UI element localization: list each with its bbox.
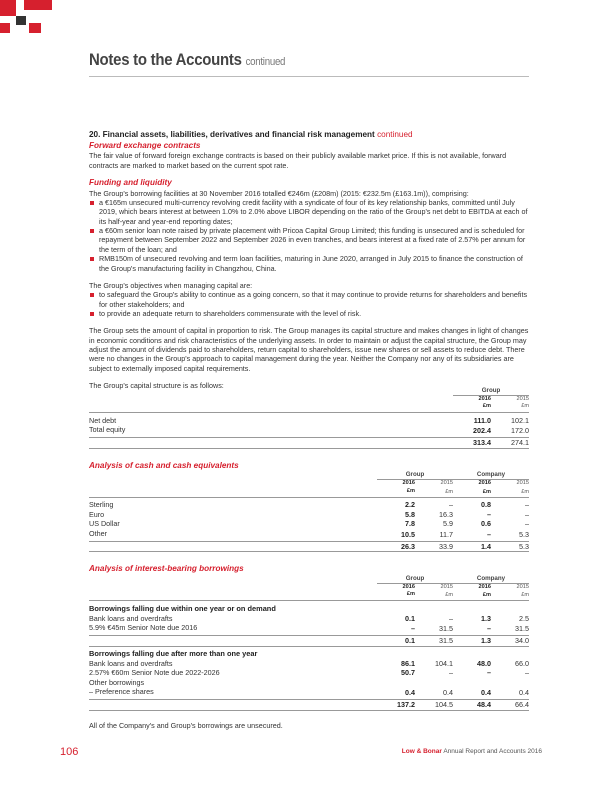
header-rule [89, 76, 529, 77]
table-row: US Dollar 7.8 5.9 0.6 – [89, 519, 529, 529]
list-item: to provide an adequate return to shareholders commensurate with the level of risk. [89, 309, 529, 318]
list-item: a €60m senior loan note raised by private placement with Pricoa Capital Group Limited; this funding is unsecured and is scheduled for repayment between September 2022 and September 2026 in even tranches, and bears interest at a fixed rate of 2.57% per annum for the term of the loan; and [89, 226, 529, 254]
table-row: Sterling 2.2 – 0.8 – [89, 500, 529, 510]
capital-table [89, 387, 529, 449]
table-row: 5.9% €45m Senior Note due 2016 – 31.5 – 31.5 [89, 623, 529, 636]
col-year: 2016 [478, 395, 491, 402]
borrowings-heading: Analysis of interest-bearing borrowings [89, 564, 244, 574]
list-item: RMB150m of unsecured revolving and term loan facilities, maturing in June 2020, arranged in July 2015 to finance the construction of the Group's manufacturing facility in Changzhou, China. [89, 254, 529, 273]
list-item: to safeguard the Group's ability to continue as a going concern, so that it may continue to provide returns for shareholders and benefits for other stakeholders; and [89, 290, 529, 309]
total-row: 313.4 274.1 [89, 438, 529, 448]
objectives-list [89, 290, 529, 318]
forward-heading: Forward exchange contracts [89, 140, 201, 150]
total-row: 137.2 104.5 48.4 66.4 [89, 700, 529, 710]
table-row: Euro 5.8 16.3 – – [89, 509, 529, 519]
company-name: Low & Bonar [401, 748, 442, 755]
note-title: 20. Financial assets, liabilities, derivatives and financial risk management continued [89, 130, 413, 139]
table-row: Other borrowings [89, 677, 145, 687]
table-row: – Preference shares 0.4 0.4 0.4 0.4 [89, 687, 529, 700]
group-heading-row: Borrowings falling due after more than one year [89, 649, 258, 659]
total-row: 26.3 33.9 1.4 5.3 [89, 541, 529, 551]
forward-text: The fair value of forward foreign exchange contracts is based on their publicly available market price. If this is not available, forward contracts are marked to market based on the current spot rate. [89, 151, 507, 170]
table-row: Bank loans and overdrafts 86.1 104.1 48.0 66.0 [89, 658, 529, 668]
cash-table: Group Company 2016 2015 2016 2015 £m £m £m £m Sterling 2.2 – 0.8 – Euro 5.8 16.3 – – US Dollar 7.8 5.9 0.6 – Other 10.5 11.7 – 5.3 26.3 33.9 1.4 5.3 [89, 471, 529, 551]
capital-text: The Group sets the amount of capital in proportion to risk. The Group manages its capital structure and makes changes in light of changes in economic conditions and risk characteristics of the underlying assets. In order to maintain or adjust the capital structure, the Group may adjust the amount of dividends paid to shareholders, return capital to shareholders, issue new shares or sell assets to reduce debt. There were no changes in the Group's approach to capital management during the year. Neither the Company nor any of its subsidiaries are subject to externally imposed capital requirements. [89, 326, 529, 373]
objectives-intro: The Group's objectives when managing capital are: [89, 280, 253, 290]
facility-list [89, 198, 529, 273]
group-header: Group [453, 387, 529, 396]
footer-report-title [402, 748, 542, 756]
table-row: Net debt 111.0 102.1 [89, 415, 529, 425]
funding-intro: The Group's borrowing facilities at 30 November 2016 totalled €246m (£208m) (2015: €232.5m (£163.1m)), comprising: [89, 188, 469, 198]
list-item: a €165m unsecured multi-currency revolving credit facility with a syndicate of four of its key relationship banks, committed until July 2019, which bears interest at between 1.0% to 2.0% above LIBOR depending on the ratio of the Group's net debt to EBITDA at each of its half-year and year-end reporting dates; [89, 198, 529, 226]
col-unit: £m [491, 403, 529, 413]
cash-heading: Analysis of cash and cash equivalents [89, 460, 239, 470]
table-row: Other 10.5 11.7 – 5.3 [89, 529, 529, 542]
funding-heading: Funding and liquidity [89, 178, 172, 188]
page-number: 106 [60, 746, 79, 758]
company-header: Company [453, 471, 529, 480]
report-name: Annual Report and Accounts 2016 [443, 748, 542, 755]
table-row: Total equity 202.4 172.0 [89, 425, 529, 438]
page-title: Notes to the Accounts continued [89, 50, 286, 69]
structure-intro: The Group's capital structure is as follows: [89, 381, 224, 391]
group-heading-row: Borrowings falling due within one year or on demand [89, 603, 276, 613]
company-header: Company [453, 575, 529, 584]
col-unit: £m [453, 403, 491, 413]
brand-mark [0, 0, 60, 45]
borrowings-table: Group Company 2016 2015 2016 2015 £m £m £m £m Borrowings falling due within one year or on demand Bank loans and overdrafts 0.1 – 1.3 2.5 5.9% €45m Senior Note due 2016 – 31.5 – 31.5 0.1 31.5 1.3 34.0 Borrowings falling due after more than one year Bank loans and overdrafts 86.1 104.1 48.0 66.0 2.57% €60m Senior Note due 2022-2026 50.7 – – – Other borrowings – Preference shares 0.4 0.4 0.4 0.4 137.2 104.5 48.4 66.4 [89, 574, 529, 710]
main-content [89, 130, 529, 730]
group-header: Group [377, 575, 453, 584]
col-year: 2015 [516, 395, 529, 402]
group-header: Group [377, 471, 453, 480]
total-row: 0.1 31.5 1.3 34.0 [89, 636, 529, 646]
table-row: 2.57% €60m Senior Note due 2022-2026 50.7 – – – [89, 668, 529, 678]
table-row: Bank loans and overdrafts 0.1 – 1.3 2.5 [89, 613, 529, 623]
borrowings-footnote: All of the Company's and Group's borrowings are unsecured. [89, 720, 283, 730]
